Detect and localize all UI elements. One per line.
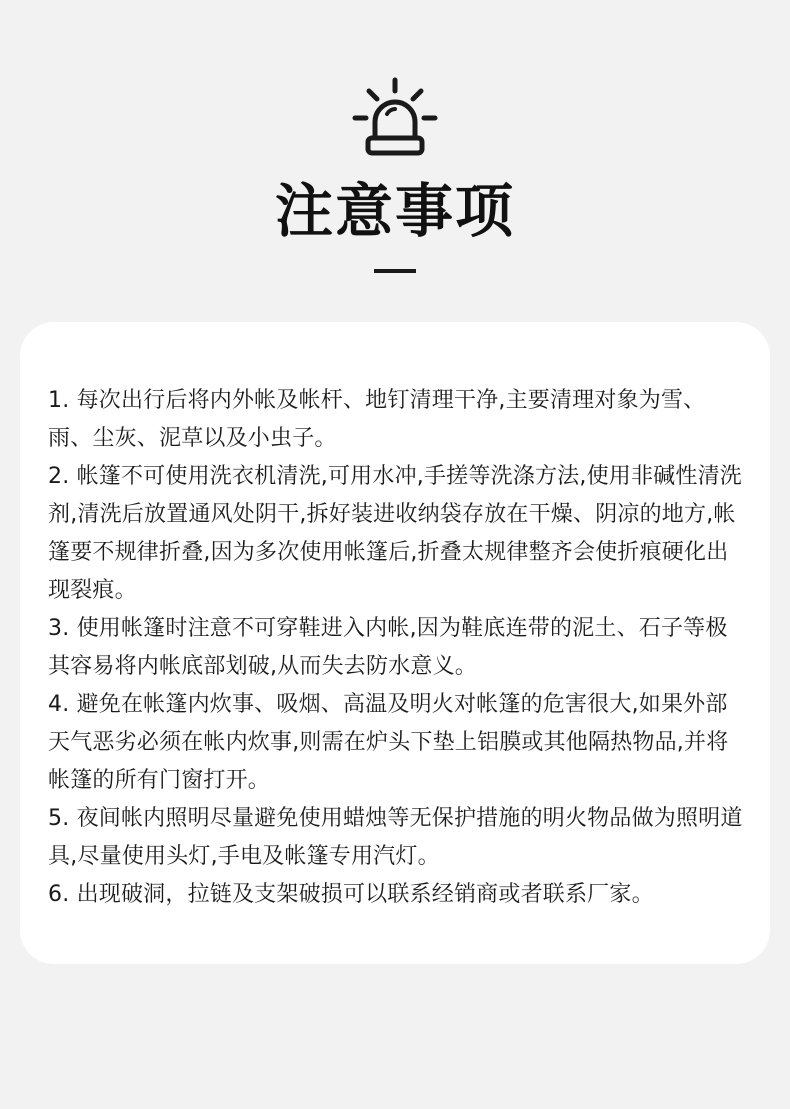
notice-card <box>20 322 770 964</box>
page-title: 注意事项 <box>274 177 515 245</box>
notice-item-2: 2. 帐篷不可使用洗衣机清洗,可用水冲,手搓等洗涤方法,使用非碱性清洗剂,清洗后放置通风处阴干,拆好装进收纳袋存放在干燥、阴凉的地方,帐篷要不规律折叠,因为多次使用帐篷后,折叠太规律整齐会使折痕硬化出现裂痕。 <box>48 464 742 603</box>
notice-list <box>48 382 748 914</box>
notice-item-6: 6. 出现破洞，拉链及支架破损可以联系经销商或者联系厂家。 <box>48 882 654 907</box>
notice-item-5: 5. 夜间帐内照明尽量避免使用蜡烛等无保护措施的明火物品做为照明道具,尽量使用头灯,手电及帐篷专用汽灯。 <box>48 806 743 869</box>
title-divider <box>374 269 416 273</box>
notice-item-3: 3. 使用帐篷时注意不可穿鞋进入内帐,因为鞋底连带的泥土、石子等极其容易将内帐底部划破,从而失去防水意义。 <box>48 616 728 679</box>
notice-item-4: 4. 避免在帐篷内炊事、吸烟、高温及明火对帐篷的危害很大,如果外部天气恶劣必须在帐内炊事,则需在炉头下垫上铝膜或其他隔热物品,并将帐篷的所有门窗打开。 <box>48 692 729 793</box>
notice-item-1: 1. 每次出行后将内外帐及帐杆、地钉清理干净,主要清理对象为雪、雨、尘灰、泥草以及小虫子。 <box>48 388 706 451</box>
alarm-light-icon <box>349 76 441 158</box>
